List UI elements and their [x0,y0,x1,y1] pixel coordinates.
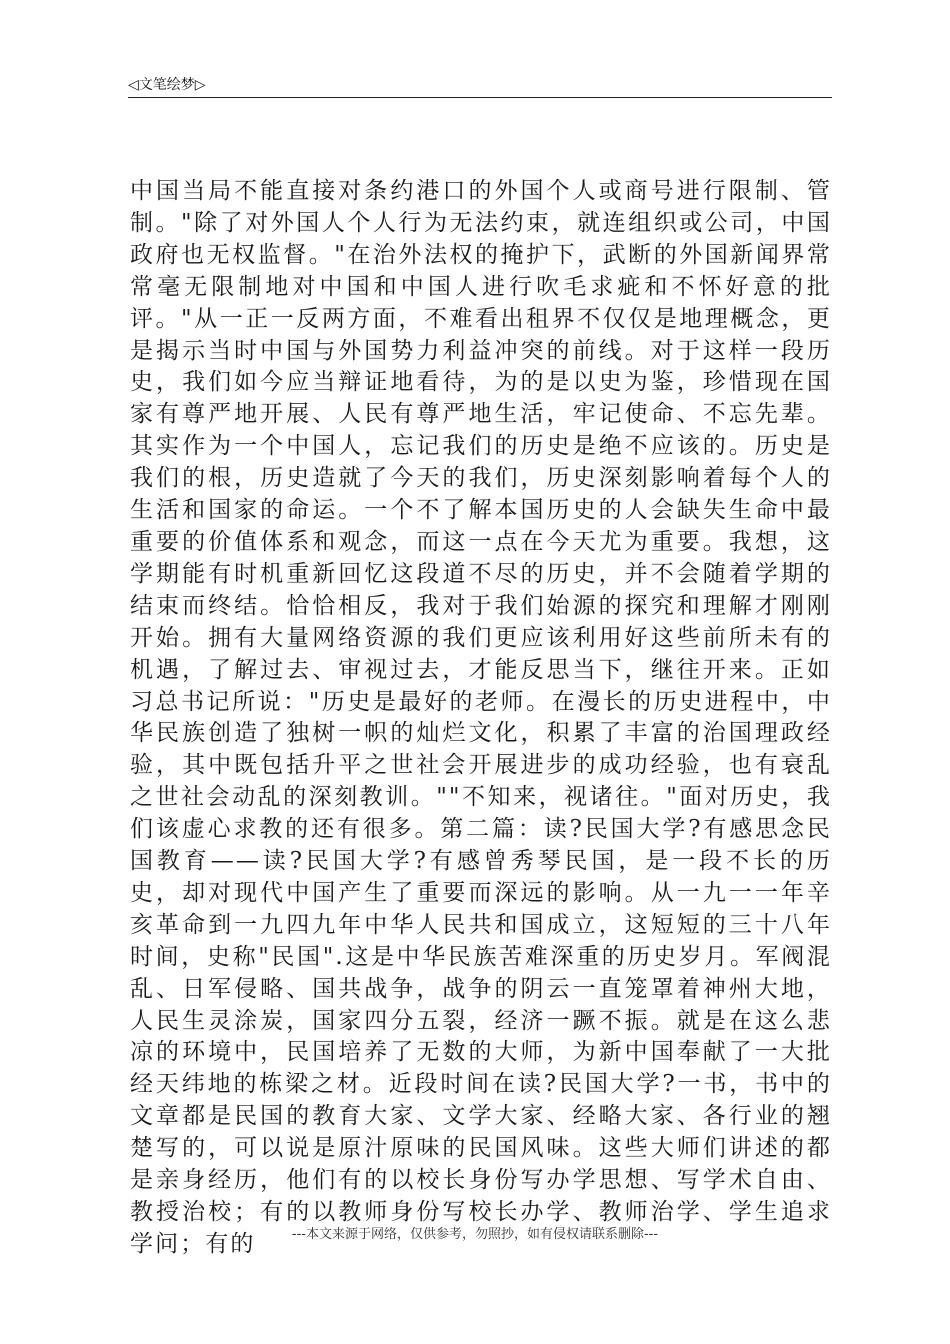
document-body-text: 中国当局不能直接对条约港口的外国个人或商号进行限制、管制。"除了对外国人个人行为无法约束，就连组织或公司，中国政府也无权监督。"在治外法权的掩护下，武断的外国新闻界常常毫无限制地对中国和中国人进行吹毛求疵和不怀好意的批评。"从一正一反两方面，不难看出租界不仅仅是地理概念，更是揭示当时中国与外国势力利益冲突的前线。对于这样一段历史，我们如今应当辩证地看待，为的是以史为鉴，珍惜现在国家有尊严地开展、人民有尊严地生活，牢记使命、不忘先辈。其实作为一个中国人，忘记我们的历史是绝不应该的。历史是我们的根，历史造就了今天的我们，历史深刻影响着每个人的生活和国家的命运。一个不了解本国历史的人会缺失生命中最重要的价值体系和观念，而这一点在今天尤为重要。我想，这学期能有时机重新回忆这段道不尽的历史，并不会随着学期的结束而终结。恰恰相反，我对于我们始源的探究和理解才刚刚开始。拥有大量网络资源的我们更应该利用好这些前所未有的机遇，了解过去、审视过去，才能反思当下，继往开来。正如习总书记所说："历史是最好的老师。在漫长的历史进程中，中华民族创造了独树一帜的灿烂文化，积累了丰富的治国理政经验，其中既包括升平之世社会开展进步的成功经验，也有衰乱之世社会动乱的深刻教训。""不知来，视诸往。"面对历史，我们该虚心求教的还有很多。第二篇：读?民国大学?有感思念民国教育——读?民国大学?有感曾秀琴民国，是一段不长的历史，却对现代中国产生了重要而深远的影响。从一九一一年辛亥革命到一九四九年中华人民共和国成立，这短短的三十八年时间，史称"民国".这是中华民族苦难深重的历史岁月。军阀混乱、日军侵略、国共战争，战争的阴云一直笼罩着神州大地，人民生灵涂炭，国家四分五裂，经济一蹶不振。就是在这么悲凉的环境中，民国培养了无数的大师，为新中国奉献了一大批经天纬地的栋梁之材。近段时间在读?民国大学?一书，书中的文章都是民国的教育大家、文学大家、经略大家、各行业的翘楚写的，可以说是原汁原味的民国风味。这些大师们讲述的都是亲身经历，他们有的以校长身份写办学思想、写学术自由、教授治校；有的以教师身份写校长办学、教师治学、学生追求学问；有的 [130,178,832,1257]
page-header-title: ◁文笔绘梦▷ [128,77,206,93]
page-footer-disclaimer: ---本文来源于网络，仅供参考，勿照抄，如有侵权请联系删除--- [291,1227,659,1242]
header-divider [128,97,832,98]
